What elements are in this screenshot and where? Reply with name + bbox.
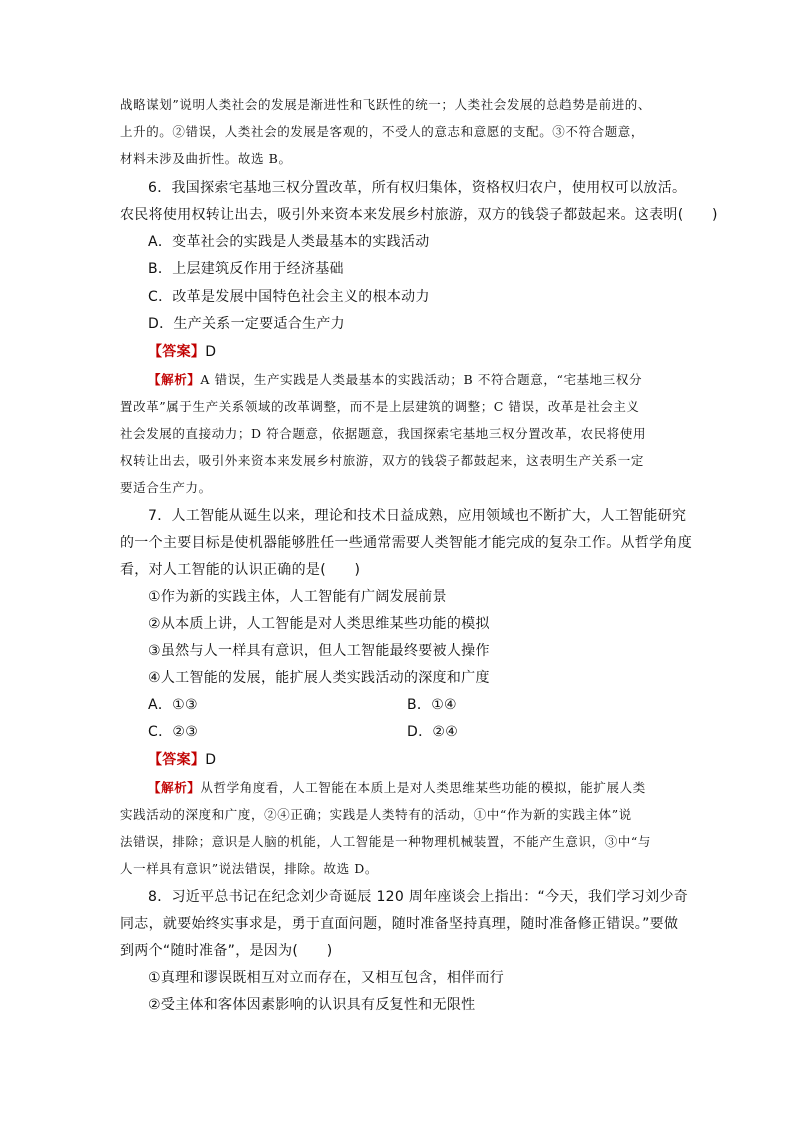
q8-stem-line-1: 8．习近平总书记在纪念刘少奇诞辰 120 周年座谈会上指出：“今天，我们学习刘少奇	[148, 889, 689, 905]
prev-analysis-line-2: 上升的。②错误，人类社会的发展是客观的，不受人的意志和意愿的支配。③不符合题意，	[120, 124, 645, 139]
q6-analysis-line-4: 权转让出去，吸引外来资本来发展乡村旅游，双方的钱袋子都鼓起来，这表明生产关系一定	[120, 453, 645, 468]
answer-tag: 【答案】	[148, 344, 206, 360]
q6-analysis-line-2: 置改革”属于生产关系领域的改革调整，而不是上层建筑的调整；C 错误，改革是社会主义	[120, 399, 640, 414]
q8-item-1: ①真理和谬误既相互对立而存在，又相互包含，相伴而行	[148, 970, 505, 986]
q7-option-c: C．②③	[148, 724, 199, 740]
answer-value: D	[205, 344, 217, 360]
answer-value: D	[205, 752, 217, 768]
q8-item-2: ②受主体和客体因素影响的认识具有反复性和无限性	[148, 997, 476, 1013]
analysis-text: 从哲学角度看，人工智能在本质上是对人类思维某些功能的模拟，能扩展人类	[200, 780, 646, 795]
q6-option-d: D．生产关系一定要适合生产力	[148, 316, 345, 332]
q8-stem-line-2: 同志，就要始终实事求是，勇于直面问题，随时准备坚持真理，随时准备修正错误。”要做	[120, 916, 679, 932]
analysis-tag: 【解析】	[148, 372, 201, 387]
q6-analysis-line-5: 要适合生产力。	[120, 480, 212, 495]
q7-stem-line-1: 7．人工智能从诞生以来，理论和技术日益成熟，应用领域也不断扩大，人工智能研究	[148, 508, 687, 524]
q6-analysis-line-1	[148, 370, 642, 390]
q7-stem-line-2: 的一个主要目标是使机器能够胜任一些通常需要人类智能才能完成的复杂工作。从哲学角度	[120, 535, 692, 551]
q6-option-a: A．变革社会的实践是人类最基本的实践活动	[148, 234, 430, 250]
q7-analysis-line-2: 实践活动的深度和广度，②④正确；实践是人类特有的活动，①中“作为新的实践主体”说	[120, 807, 632, 822]
q7-option-d: D．②④	[407, 724, 459, 740]
q7-option-a: A．①③	[148, 697, 198, 713]
q7-item-1: ①作为新的实践主体，人工智能有广阔发展前景	[148, 589, 447, 605]
prev-analysis-line-1: 战略谋划”说明人类社会的发展是渐进性和飞跃性的统一；人类社会发展的总趋势是前进的、	[120, 97, 651, 112]
q7-answer	[148, 750, 216, 770]
q6-analysis-line-3: 社会发展的直接动力；D 符合题意，依据题意，我国探索宅基地三权分置改革，农民将使用	[120, 426, 647, 441]
q6-stem-line-1: 6．我国探索宅基地三权分置改革，所有权归集体，资格权归农户，使用权可以放活。	[148, 180, 687, 196]
q8-stem-line-3: 到两个“随时准备”，是因为( )	[120, 943, 333, 959]
q7-analysis-line-4: 人一样具有意识”说法错误，排除。故选 D。	[120, 861, 378, 876]
q6-stem-line-2: 农民将使用权转让出去，吸引外来资本来发展乡村旅游，双方的钱袋子都鼓起来。这表明( )	[120, 207, 718, 223]
q7-item-2: ②从本质上讲，人工智能是对人类思维某些功能的模拟	[148, 616, 490, 632]
q7-item-4: ④人工智能的发展，能扩展人类实践活动的深度和广度	[148, 670, 490, 686]
q6-option-c: C．改革是发展中国特色社会主义的根本动力	[148, 289, 430, 305]
q7-option-b: B．①④	[407, 697, 457, 713]
q7-stem-line-3: 看，对人工智能的认识正确的是( )	[120, 562, 361, 578]
q6-answer	[148, 342, 216, 362]
q7-analysis-line-1	[148, 778, 646, 798]
q7-analysis-line-3: 法错误，排除；意识是人脑的机能，人工智能是一种物理机械装置，不能产生意识，③中“与	[120, 834, 651, 849]
analysis-text: A 错误，生产实践是人类最基本的实践活动；B 不符合题意，“宅基地三权分	[200, 372, 643, 387]
q6-option-b: B．上层建筑反作用于经济基础	[148, 261, 344, 277]
prev-analysis-line-3: 材料未涉及曲折性。故选 B。	[120, 151, 292, 166]
analysis-tag: 【解析】	[148, 780, 201, 795]
answer-tag: 【答案】	[148, 752, 206, 768]
q7-item-3: ③虽然与人一样具有意识，但人工智能最终要被人操作	[148, 643, 490, 659]
